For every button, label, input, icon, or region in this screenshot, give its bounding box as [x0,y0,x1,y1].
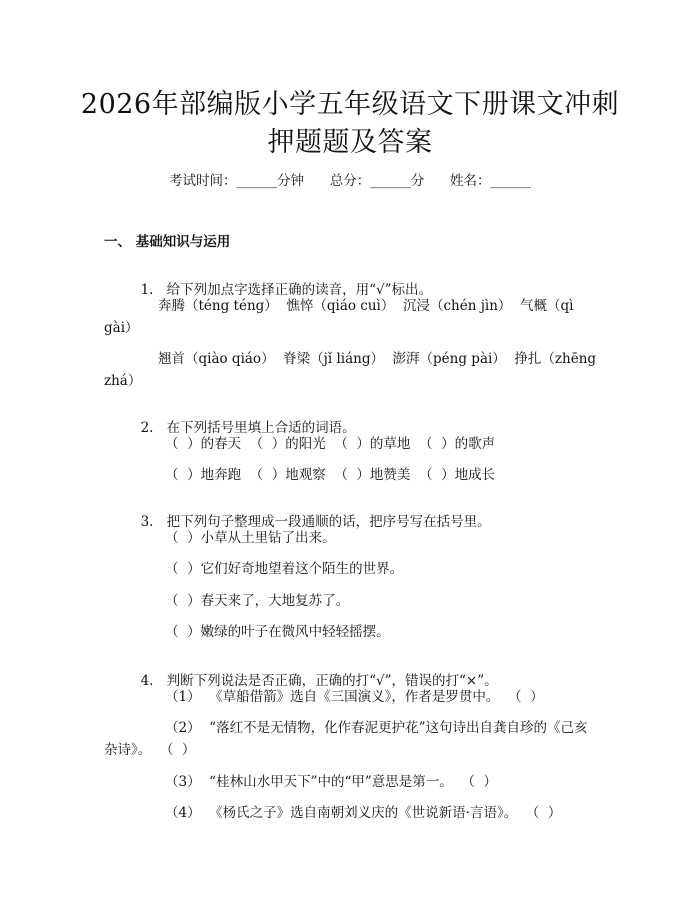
question-2-text: 在下列括号里填上合适的词语。 [166,420,356,436]
question-3-number: 3. [140,514,154,530]
question-2-row-2: （ ）地奔跑 （ ）地观察 （ ）地赞美 （ ）地成长 [165,467,496,483]
question-1-row-2: 翘首（qiào qiáo） 脊梁（jǐ liáng） 澎湃（péng pài） 挣扎（zhēng [158,351,597,367]
question-1-number: 1. [140,282,154,298]
question-1-text: 给下列加点字选择正确的读音，用“√”标出。 [166,282,432,298]
question-3-sentence-2: （ ）它们好奇地望着这个陌生的世界。 [165,561,404,577]
page-title-line1: 2026年部编版小学五年级语文下册课文冲刺 [80,89,620,120]
question-2 [132,400,356,436]
question-4-item-3: （3） “桂林山水甲天下”中的“甲”意思是第一。 （ ） [165,774,497,790]
question-3-sentence-4: （ ）嫩绿的叶子在微风中轻轻摇摆。 [165,624,390,640]
question-1-row-1: 奔腾（téng téng） 憔悴（qiáo cuì） 沉浸（chén jìn） 气概（qì [158,298,574,314]
question-4-item-1: （1） 《草船借箭》选自《三国演义》，作者是罗贯中。 （ ） [165,689,544,705]
question-3 [132,494,491,530]
question-2-number: 2. [140,420,154,436]
question-4-text: 判断下列说法是否正确，正确的打“√”，错误的打“×”。 [166,673,498,689]
question-3-text: 把下列句子整理成一段通顺的话，把序号写在括号里。 [166,514,491,530]
question-2-row-1: （ ）的春天 （ ）的阳光 （ ）的草地 （ ）的歌声 [165,436,496,452]
question-1-row-1-wrap: gài） [104,320,139,336]
question-4-item-2: （2） “落红不是无情物，化作春泥更护花”这句诗出自龚自珍的《己亥 [165,720,588,736]
question-4-number: 4. [140,673,154,689]
question-4-item-2-wrap: 杂诗》。 （ ） [104,742,196,758]
question-1-row-2-wrap: zhá） [104,373,142,389]
exam-info-line: 考试时间：______分钟 总分：______分 姓名：______ [169,173,531,189]
question-3-sentence-1: （ ）小草从土里钻了出来。 [165,530,336,546]
question-1 [132,262,432,298]
question-4 [132,653,498,689]
page-title-line2: 押题题及答案 [267,127,433,158]
question-4-item-4: （4） 《杨氏之子》选自南朝刘义庆的《世说新语·言语》。 （ ） [165,805,562,821]
question-3-sentence-3: （ ）春天来了，大地复苏了。 [165,593,350,609]
section-heading: 一、 基础知识与运用 [104,234,231,250]
